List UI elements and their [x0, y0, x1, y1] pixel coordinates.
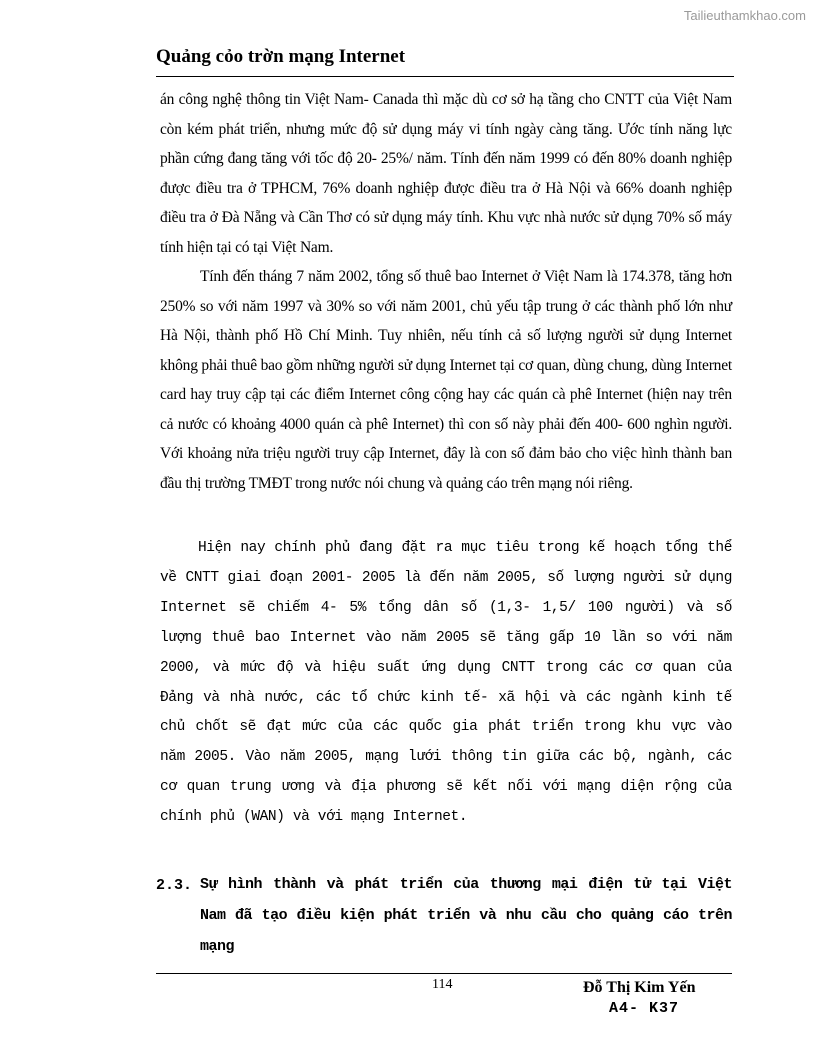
section-heading-text: Sự hình thành và phát triển của thương mại điện tử tại Việt Nam đã tạo điều kiện phát triển và nhu cầu cho quảng cáo trên mạng — [200, 876, 732, 955]
paragraph-1: án công nghệ thông tin Việt Nam- Canada thì mặc dù cơ sở hạ tầng cho CNTT của Việt Nam còn kém phát triển, nhưng mức độ sử dụng máy vi tính ngày càng tăng. Ước tính năng lực phần cứng đang tăng với tốc độ 20- 25%/ năm. Tính đến năm 1999 có đến 80% doanh nghiệp được điều tra ở TPHCM, 76% doanh nghiệp được điều tra ở Hà Nội và 66% doanh nghiệp điều tra ở Đà Nẵng và Cần Thơ có sử dụng máy tính. Khu vực nhà nước sử dụng 70% số máy tính hiện tại có tại Việt Nam. — [160, 91, 732, 256]
section-heading-number: 2.3. — [156, 877, 193, 894]
page-header-title: Quảng cỏo trờn mạng Internet — [156, 46, 406, 67]
paragraph-3: Hiện nay chính phủ đang đặt ra mục tiêu trong kế hoạch tổng thể về CNTT giai đoạn 2001- 2005 là đến năm 2005, số lượng người sử dụng Internet sẽ chiếm 4- 5% tổng dân số (1,3- 1,5/ 100 người) và số lượng thuê bao Internet vào năm 2005 sẽ tăng gấp 10 lần so với năm 2000, và mức độ và hiệu suất ứng dụng CNTT trong các cơ quan của Đảng và nhà nước, các tổ chức kinh tế- xã hội và các ngành kinh tế chủ chốt sẽ đạt mức của các quốc gia phát triển trong khu vực vào năm 2005. Vào năm 2005, mạng lưới thông tin giữa các bộ, ngành, các cơ quan trung ương và địa phương sẽ kết nối với mạng diện rộng của chính phủ (WAN) và với mạng Internet. — [160, 540, 732, 826]
footer-author: Đỗ Thị Kim Yến — [583, 979, 696, 996]
footer-class: A4- K37 — [609, 1000, 680, 1017]
footer-divider — [156, 973, 732, 974]
watermark: Tailieuthamkhao.com — [683, 8, 806, 23]
header-divider — [156, 76, 734, 77]
paragraph-2: Tính đến tháng 7 năm 2002, tổng số thuê bao Internet ở Việt Nam là 174.378, tăng hơn 250% so với năm 1997 và 30% so với năm 2001, chủ yếu tập trung ở các thành phố lớn như Hà Nội, thành phố Hồ Chí Minh. Tuy nhiên, nếu tính cả số lượng người sử dụng Internet không phải thuê bao gồm những người sử dụng Internet tại cơ quan, dùng chung, dùng Internet card hay truy cập tại các điểm Internet công cộng hay các quán cà phê Internet (hiện nay trên cả nước có khoảng 4000 quán cà phê Internet) thì con số này phải đến 400- 600 nghìn người. Với khoảng nửa triệu người truy cập Internet, đây là con số đảm bảo cho việc hình thành ban đầu thị trường TMĐT trong nước nói chung và quảng cáo trên mạng nói riêng. — [160, 268, 732, 492]
page-number: 114 — [432, 977, 453, 992]
